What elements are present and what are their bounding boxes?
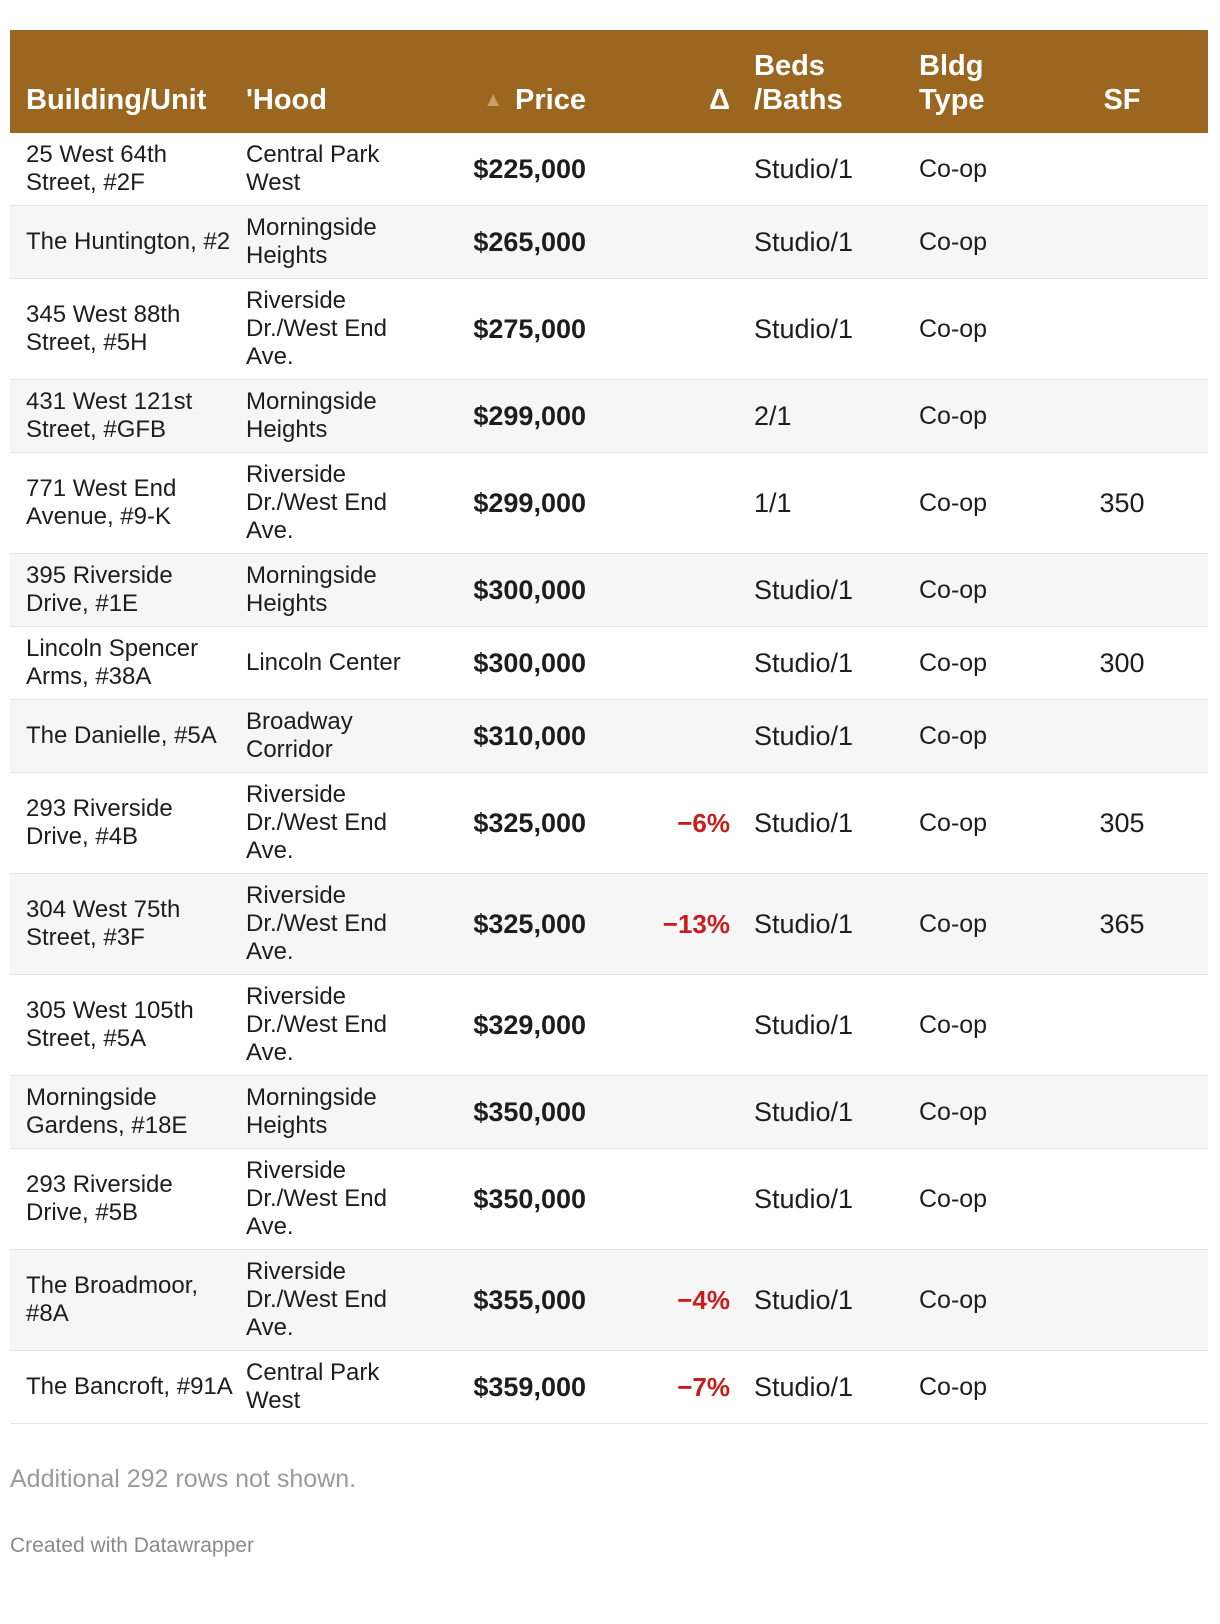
cell-price: $265,000 <box>473 227 586 257</box>
col-header-beds-baths[interactable] <box>754 30 919 133</box>
cell-sf <box>1036 975 1208 1076</box>
cell-bldg-type: Co-op <box>919 910 988 938</box>
cell-delta: −4% <box>677 1285 730 1315</box>
cell-beds-baths: Studio/1 <box>754 648 854 678</box>
cell-sf <box>1036 206 1208 279</box>
cell-price: $299,000 <box>473 488 586 518</box>
listings-table-container <box>10 30 1208 1424</box>
table-row <box>10 1149 1208 1250</box>
cell-sf <box>1036 700 1208 773</box>
cell-delta <box>602 453 754 554</box>
cell-sf: 350 <box>1099 488 1145 518</box>
cell-sf <box>1036 1250 1208 1351</box>
header-row <box>10 30 1208 133</box>
cell-delta: −13% <box>662 909 730 939</box>
cell-price: $275,000 <box>473 314 586 344</box>
cell-hood: Morningside Heights <box>246 214 377 269</box>
table-row <box>10 627 1208 700</box>
cell-beds-baths: Studio/1 <box>754 1285 854 1315</box>
cell-building: 304 West 75th Street, #3F <box>26 896 181 951</box>
col-header-type-line1: Bldg <box>919 50 984 82</box>
cell-delta <box>602 133 754 206</box>
cell-building: 293 Riverside Drive, #5B <box>26 1171 173 1226</box>
cell-beds-baths: 2/1 <box>754 401 792 431</box>
col-header-hood-label: 'Hood <box>246 84 327 116</box>
cell-hood: Riverside Dr./West End Ave. <box>246 1258 387 1341</box>
col-header-building-label: Building/Unit <box>26 84 207 116</box>
cell-delta <box>602 380 754 453</box>
cell-beds-baths: Studio/1 <box>754 1010 854 1040</box>
cell-bldg-type: Co-op <box>919 809 988 837</box>
cell-delta: −6% <box>677 808 730 838</box>
cell-sf <box>1036 279 1208 380</box>
cell-price: $350,000 <box>473 1097 586 1127</box>
cell-bldg-type: Co-op <box>919 402 988 430</box>
cell-hood: Riverside Dr./West End Ave. <box>246 1157 387 1240</box>
cell-delta <box>602 627 754 700</box>
cell-price: $325,000 <box>473 808 586 838</box>
col-header-hood[interactable] <box>246 30 416 133</box>
table-row <box>10 874 1208 975</box>
cell-price: $225,000 <box>473 154 586 184</box>
cell-beds-baths: Studio/1 <box>754 1097 854 1127</box>
cell-bldg-type: Co-op <box>919 576 988 604</box>
table-row <box>10 453 1208 554</box>
cell-building: 305 West 105th Street, #5A <box>26 997 194 1052</box>
cell-building: 431 West 121st Street, #GFB <box>26 388 193 443</box>
cell-sf: 305 <box>1099 808 1145 838</box>
cell-beds-baths: Studio/1 <box>754 1184 854 1214</box>
cell-building: The Danielle, #5A <box>26 722 217 749</box>
cell-hood: Broadway Corridor <box>246 708 353 763</box>
table-header <box>10 30 1208 133</box>
sort-ascending-icon: ▲ <box>483 89 504 111</box>
cell-hood: Riverside Dr./West End Ave. <box>246 882 387 965</box>
cell-bldg-type: Co-op <box>919 1098 988 1126</box>
col-header-sf-label: SF <box>1103 84 1141 116</box>
table-row <box>10 380 1208 453</box>
cell-building: The Huntington, #2 <box>26 228 231 255</box>
cell-building: Morningside Gardens, #18E <box>26 1084 188 1139</box>
cell-price: $310,000 <box>473 721 586 751</box>
cell-sf <box>1036 1149 1208 1250</box>
cell-delta <box>602 279 754 380</box>
cell-sf <box>1036 554 1208 627</box>
table-row <box>10 133 1208 206</box>
cell-delta <box>602 700 754 773</box>
cell-delta: −7% <box>677 1372 730 1402</box>
cell-sf <box>1036 380 1208 453</box>
cell-beds-baths: Studio/1 <box>754 1372 854 1402</box>
datawrapper-credit: Created with Datawrapper <box>10 1534 254 1557</box>
cell-bldg-type: Co-op <box>919 722 988 750</box>
cell-building: The Bancroft, #91A <box>26 1373 233 1400</box>
table-row <box>10 975 1208 1076</box>
cell-building: 345 West 88th Street, #5H <box>26 301 181 356</box>
cell-bldg-type: Co-op <box>919 1185 988 1213</box>
cell-hood: Riverside Dr./West End Ave. <box>246 461 387 544</box>
cell-delta <box>602 975 754 1076</box>
col-header-type-line2: Type <box>919 84 985 116</box>
cell-hood: Riverside Dr./West End Ave. <box>246 983 387 1066</box>
table-row <box>10 279 1208 380</box>
cell-hood: Riverside Dr./West End Ave. <box>246 781 387 864</box>
cell-bldg-type: Co-op <box>919 1373 988 1401</box>
col-header-price[interactable] <box>416 30 602 133</box>
cell-sf <box>1036 133 1208 206</box>
col-header-price-label: Price <box>515 84 586 116</box>
cell-price: $325,000 <box>473 909 586 939</box>
rows-not-shown-note: Additional 292 rows not shown. <box>10 1465 357 1493</box>
cell-bldg-type: Co-op <box>919 649 988 677</box>
cell-beds-baths: Studio/1 <box>754 808 854 838</box>
cell-hood: Central Park West <box>246 141 380 196</box>
col-header-building[interactable] <box>10 30 246 133</box>
cell-beds-baths: Studio/1 <box>754 909 854 939</box>
cell-bldg-type: Co-op <box>919 155 988 183</box>
cell-bldg-type: Co-op <box>919 1286 988 1314</box>
cell-hood: Central Park West <box>246 1359 380 1414</box>
cell-beds-baths: Studio/1 <box>754 227 854 257</box>
cell-hood: Morningside Heights <box>246 1084 377 1139</box>
table-body <box>10 133 1208 1424</box>
table-row <box>10 554 1208 627</box>
cell-price: $355,000 <box>473 1285 586 1315</box>
cell-beds-baths: Studio/1 <box>754 721 854 751</box>
cell-sf: 300 <box>1099 648 1145 678</box>
listings-table <box>10 30 1208 1424</box>
cell-building: 771 West End Avenue, #9-K <box>26 475 177 530</box>
cell-price: $299,000 <box>473 401 586 431</box>
cell-price: $329,000 <box>473 1010 586 1040</box>
cell-delta <box>602 206 754 279</box>
cell-price: $359,000 <box>473 1372 586 1402</box>
cell-sf: 365 <box>1099 909 1145 939</box>
cell-bldg-type: Co-op <box>919 489 988 517</box>
table-row <box>10 206 1208 279</box>
col-header-beds-line1: Beds <box>754 50 825 82</box>
col-header-beds-line2: /Baths <box>754 84 843 116</box>
cell-hood: Morningside Heights <box>246 562 377 617</box>
cell-beds-baths: Studio/1 <box>754 154 854 184</box>
cell-building: Lincoln Spencer Arms, #38A <box>26 635 199 690</box>
table-row <box>10 1076 1208 1149</box>
cell-building: 395 Riverside Drive, #1E <box>26 562 173 617</box>
table-row <box>10 1351 1208 1424</box>
cell-bldg-type: Co-op <box>919 228 988 256</box>
cell-delta <box>602 554 754 627</box>
col-header-bldg-type[interactable] <box>919 30 1036 133</box>
cell-hood: Riverside Dr./West End Ave. <box>246 287 387 370</box>
cell-beds-baths: Studio/1 <box>754 575 854 605</box>
cell-hood: Morningside Heights <box>246 388 377 443</box>
cell-delta <box>602 1149 754 1250</box>
cell-price: $350,000 <box>473 1184 586 1214</box>
cell-price: $300,000 <box>473 575 586 605</box>
cell-sf <box>1036 1076 1208 1149</box>
cell-delta <box>602 1076 754 1149</box>
cell-bldg-type: Co-op <box>919 315 988 343</box>
cell-building: 25 West 64th Street, #2F <box>26 141 167 196</box>
cell-building: The Broadmoor, #8A <box>26 1272 199 1327</box>
cell-price: $300,000 <box>473 648 586 678</box>
table-row <box>10 773 1208 874</box>
col-header-delta[interactable] <box>602 30 754 133</box>
cell-building: 293 Riverside Drive, #4B <box>26 795 173 850</box>
cell-hood: Lincoln Center <box>246 649 401 676</box>
col-header-sf[interactable] <box>1036 30 1208 133</box>
table-row <box>10 700 1208 773</box>
table-row <box>10 1250 1208 1351</box>
cell-beds-baths: Studio/1 <box>754 314 854 344</box>
cell-sf <box>1036 1351 1208 1424</box>
cell-bldg-type: Co-op <box>919 1011 988 1039</box>
cell-beds-baths: 1/1 <box>754 488 792 518</box>
col-header-delta-label: Δ <box>709 84 730 116</box>
